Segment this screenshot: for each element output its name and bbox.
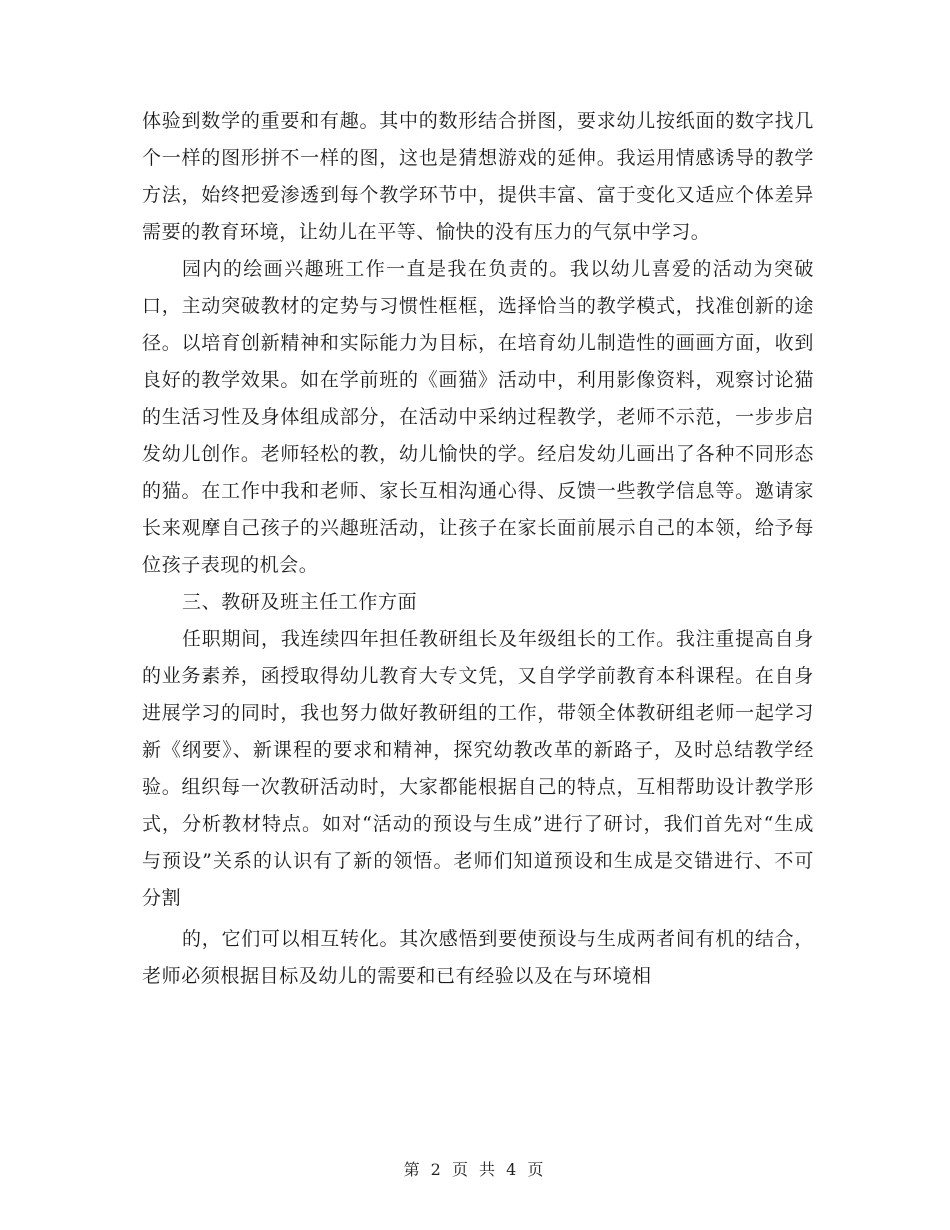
paragraph-drawing-class: 园内的绘画兴趣班工作一直是我在负责的。我以幼儿喜爱的活动为突破口，主动突破教材的定势与习惯性框框，选择恰当的教学模式，找准创新的途径。以培育创新精神和实际能力为目标，在培育幼儿制造性的画画方面，收到良好的教学效果。如在学前班的《画猫》活动中，利用影像资料，观察讨论猫的生活习性及身体组成部分，在活动中采纳过程教学，老师不示范，一步步启发幼儿创作。老师轻松的教，幼儿愉快的学。经启发幼儿画出了各种不同形态的猫。在工作中我和老师、家长互相沟通心得、反馈一些教学信息等。邀请家长来观摩自己孩子的兴趣班活动，让孩子在家长面前展示自己的本领，给予每位孩子表现的机会。 <box>142 258 814 576</box>
section-heading: 三、教研及班主任工作方面 <box>182 591 418 613</box>
page-number-footer: 第 2 页 共 4 页 <box>403 1160 547 1179</box>
paragraph-continued: 体验到数学的重要和有趣。其中的数形结合拼图，要求幼儿按纸面的数字找几个一样的图形拼不一样的图，这也是猜想游戏的延伸。我运用情感诱导的教学方法，始终把爱渗透到每个教学环节中，提供丰富、富于变化又适应个体差异需要的教育环境，让幼儿在平等、愉快的没有压力的气氛中学习。 <box>142 110 814 243</box>
document-body <box>142 103 814 995</box>
paragraph-continuation: 的，它们可以相互转化。其次感悟到要使预设与生成两者间有机的结合，老师必须根据目标及幼儿的需要和已有经验以及在与环境相 <box>142 928 814 987</box>
paragraph-research-work: 任职期间，我连续四年担任教研组长及年级组长的工作。我注重提高自身的业务素养，函授取得幼儿教育大专文凭，又自学学前教育本科课程。在自身进展学习的同时，我也努力做好教研组的工作，带领全体教研组老师一起学习新《纲要》、新课程的要求和精神，探究幼教改革的新路子，及时总结教学经验。组织每一次教研活动时，大家都能根据自己的特点，互相帮助设计教学形式，分析教材特点。如对“活动的预设与生成”进行了研讨，我们首先对“生成与预设”关系的认识有了新的领悟。老师们知道预设和生成是交错进行、不可分割 <box>142 628 814 909</box>
